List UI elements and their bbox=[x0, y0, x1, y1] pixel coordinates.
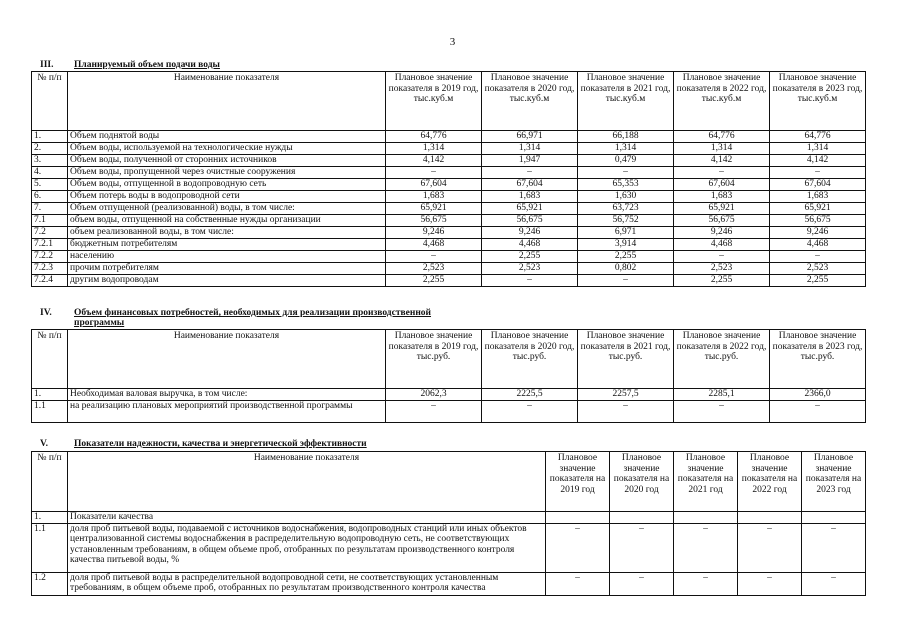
row-value-2021: 0,802 bbox=[578, 263, 674, 275]
table-row bbox=[32, 263, 866, 275]
row-value-2019: – bbox=[386, 167, 482, 179]
table-row bbox=[32, 167, 866, 179]
header-col-2022: Плановое значение показателя в 2022 год, тыс.руб. bbox=[674, 330, 770, 389]
row-value-2022: 9,246 bbox=[674, 227, 770, 239]
row-value-2019: 9,246 bbox=[386, 227, 482, 239]
header-col-2021: Плановое значение показателя на 2021 год bbox=[674, 452, 738, 512]
table-row bbox=[32, 155, 866, 167]
row-value-2023: – bbox=[770, 401, 866, 423]
row-value-2020: 4,468 bbox=[482, 239, 578, 251]
section-3-title: Планируемый объем подачи воды bbox=[74, 60, 220, 70]
row-number: 1.1 bbox=[32, 401, 68, 423]
row-value-2023: 67,604 bbox=[770, 179, 866, 191]
row-value-2022: 2,255 bbox=[674, 275, 770, 287]
row-name: Объем воды, полученной от сторонних источников bbox=[68, 155, 386, 167]
row-name: Объем поднятой воды bbox=[68, 131, 386, 143]
row-name: Объем воды, отпущенной в водопроводную сеть bbox=[68, 179, 386, 191]
row-value-2023: – bbox=[802, 523, 866, 572]
table-header-row bbox=[32, 72, 866, 131]
row-value-2022 bbox=[738, 512, 802, 524]
header-col-2019: Плановое значение показателя на 2019 год bbox=[546, 452, 610, 512]
table-row bbox=[32, 143, 866, 155]
row-number: 2. bbox=[32, 143, 68, 155]
table-row bbox=[32, 203, 866, 215]
row-value-2020: 2,255 bbox=[482, 251, 578, 263]
header-name: Наименование показателя bbox=[68, 452, 546, 512]
row-value-2022: 67,604 bbox=[674, 179, 770, 191]
row-value-2019: 1,314 bbox=[386, 143, 482, 155]
table-row bbox=[32, 191, 866, 203]
row-value-2021: – bbox=[674, 523, 738, 572]
row-number: 7.2.2 bbox=[32, 251, 68, 263]
row-value-2022: – bbox=[674, 167, 770, 179]
header-col-2020: Плановое значение показателя в 2020 год, тыс.куб.м bbox=[482, 72, 578, 131]
row-value-2020: 66,971 bbox=[482, 131, 578, 143]
table-row bbox=[32, 227, 866, 239]
row-value-2022: 56,675 bbox=[674, 215, 770, 227]
row-value-2021: 1,314 bbox=[578, 143, 674, 155]
row-value-2020: 2225,5 bbox=[482, 389, 578, 401]
row-number: 1. bbox=[32, 389, 68, 401]
row-value-2019: 67,604 bbox=[386, 179, 482, 191]
row-value-2021: 65,353 bbox=[578, 179, 674, 191]
row-value-2022: 65,921 bbox=[674, 203, 770, 215]
section-4-title-line2: программы bbox=[74, 318, 125, 328]
table-row bbox=[32, 512, 866, 524]
row-value-2022: 4,142 bbox=[674, 155, 770, 167]
section-5-title: Показатели надежности, качества и энергетической эффективности bbox=[74, 439, 367, 449]
row-value-2019: 56,675 bbox=[386, 215, 482, 227]
row-name: Необходимая валовая выручка, в том числе: bbox=[68, 389, 386, 401]
row-name: населению bbox=[68, 251, 386, 263]
row-value-2023: 2,523 bbox=[770, 263, 866, 275]
row-number: 1. bbox=[32, 131, 68, 143]
row-name: доля проб питьевой воды в распределительной водопроводной сети, не соответствующих установленным требованиям, в общем объеме проб, отобранных по результатам производственного контроля качества bbox=[68, 572, 546, 595]
row-name: Объем воды, используемой на технологические нужды bbox=[68, 143, 386, 155]
header-no: № п/п bbox=[32, 330, 68, 389]
row-value-2022: – bbox=[674, 401, 770, 423]
row-value-2022: 1,683 bbox=[674, 191, 770, 203]
row-value-2020: 1,947 bbox=[482, 155, 578, 167]
row-value-2021: 1,630 bbox=[578, 191, 674, 203]
row-name: объем реализованной воды, в том числе: bbox=[68, 227, 386, 239]
row-value-2021: 3,914 bbox=[578, 239, 674, 251]
row-value-2019: 2062,3 bbox=[386, 389, 482, 401]
row-value-2019: 2,255 bbox=[386, 275, 482, 287]
row-name: объем воды, отпущенной на собственные нужды организации bbox=[68, 215, 386, 227]
row-value-2021 bbox=[674, 512, 738, 524]
section-4-number: IV. bbox=[40, 308, 52, 318]
header-name: Наименование показателя bbox=[68, 72, 386, 131]
row-value-2020: – bbox=[482, 275, 578, 287]
table-row bbox=[32, 401, 866, 423]
row-value-2020: 56,675 bbox=[482, 215, 578, 227]
table-reliability-quality bbox=[31, 451, 866, 596]
row-name: Показатели качества bbox=[68, 512, 546, 524]
row-value-2020: 65,921 bbox=[482, 203, 578, 215]
section-3-number: III. bbox=[40, 60, 54, 70]
row-value-2019 bbox=[546, 512, 610, 524]
row-value-2022: 64,776 bbox=[674, 131, 770, 143]
row-number: 6. bbox=[32, 191, 68, 203]
row-value-2023: 2,255 bbox=[770, 275, 866, 287]
header-no: № п/п bbox=[32, 452, 68, 512]
table-financial-needs bbox=[31, 329, 866, 423]
row-name: на реализацию плановых мероприятий производственной программы bbox=[68, 401, 386, 423]
row-name: Объем отпущенной (реализованной) воды, в том числе: bbox=[68, 203, 386, 215]
row-number: 3. bbox=[32, 155, 68, 167]
header-col-2019: Плановое значение показателя в 2019 год, тыс.куб.м bbox=[386, 72, 482, 131]
row-value-2022: 2,523 bbox=[674, 263, 770, 275]
row-number: 1. bbox=[32, 512, 68, 524]
row-value-2019: – bbox=[546, 572, 610, 595]
row-value-2023: 56,675 bbox=[770, 215, 866, 227]
row-name: прочим потребителям bbox=[68, 263, 386, 275]
row-value-2023: – bbox=[802, 572, 866, 595]
row-value-2019: – bbox=[386, 251, 482, 263]
table-row bbox=[32, 239, 866, 251]
row-value-2022: 4,468 bbox=[674, 239, 770, 251]
header-name: Наименование показателя bbox=[68, 330, 386, 389]
row-name: Объем потерь воды в водопроводной сети bbox=[68, 191, 386, 203]
header-col-2022: Плановое значение показателя на 2022 год bbox=[738, 452, 802, 512]
row-value-2021: 2257,5 bbox=[578, 389, 674, 401]
row-value-2020: – bbox=[610, 572, 674, 595]
row-number: 5. bbox=[32, 179, 68, 191]
row-value-2020: – bbox=[482, 167, 578, 179]
header-col-2019: Плановое значение показателя в 2019 год, тыс.руб. bbox=[386, 330, 482, 389]
row-value-2023: 1,683 bbox=[770, 191, 866, 203]
row-value-2022: – bbox=[738, 523, 802, 572]
row-value-2020 bbox=[610, 512, 674, 524]
row-value-2019: 2,523 bbox=[386, 263, 482, 275]
row-value-2019: 64,776 bbox=[386, 131, 482, 143]
table-row bbox=[32, 389, 866, 401]
row-number: 7.2.1 bbox=[32, 239, 68, 251]
row-value-2023 bbox=[802, 512, 866, 524]
table-row bbox=[32, 215, 866, 227]
row-name: другим водопроводам bbox=[68, 275, 386, 287]
section-5-heading bbox=[40, 439, 367, 449]
row-value-2021: 0,479 bbox=[578, 155, 674, 167]
row-number: 7.2 bbox=[32, 227, 68, 239]
header-col-2020: Плановое значение показателя в 2020 год, тыс.руб. bbox=[482, 330, 578, 389]
row-number: 7.2.3 bbox=[32, 263, 68, 275]
header-col-2022: Плановое значение показателя в 2022 год, тыс.куб.м bbox=[674, 72, 770, 131]
row-number: 7.2.4 bbox=[32, 275, 68, 287]
table-row bbox=[32, 275, 866, 287]
row-value-2020: 1,683 bbox=[482, 191, 578, 203]
row-value-2023: – bbox=[770, 167, 866, 179]
row-value-2023: – bbox=[770, 251, 866, 263]
row-value-2020: 9,246 bbox=[482, 227, 578, 239]
table-row bbox=[32, 572, 866, 595]
row-number: 1.2 bbox=[32, 572, 68, 595]
row-value-2023: 1,314 bbox=[770, 143, 866, 155]
table-row bbox=[32, 523, 866, 572]
header-col-2023: Плановое значение показателя в 2023 год, тыс.руб. bbox=[770, 330, 866, 389]
header-col-2021: Плановое значение показателя в 2021 год, тыс.руб. bbox=[578, 330, 674, 389]
row-value-2021: – bbox=[578, 167, 674, 179]
row-value-2021: 6,971 bbox=[578, 227, 674, 239]
row-name: доля проб питьевой воды, подаваемой с источников водоснабжения, водопроводных станций или иных объектов централизованной системы водоснабжения в распределительную водопроводную сеть, не соответствующих установленным требованиям, в общем объеме проб, отобранных по результатам производственного контроля качества питьевой воды, % bbox=[68, 523, 546, 572]
table-header-row bbox=[32, 330, 866, 389]
row-value-2023: 9,246 bbox=[770, 227, 866, 239]
header-col-2020: Плановое значение показателя на 2020 год bbox=[610, 452, 674, 512]
row-value-2021: 66,188 bbox=[578, 131, 674, 143]
row-value-2019: 65,921 bbox=[386, 203, 482, 215]
row-value-2020: 1,314 bbox=[482, 143, 578, 155]
table-row bbox=[32, 131, 866, 143]
page-number: 3 bbox=[449, 36, 456, 48]
row-value-2021: 2,255 bbox=[578, 251, 674, 263]
row-value-2021: – bbox=[578, 401, 674, 423]
row-number: 7. bbox=[32, 203, 68, 215]
section-4-heading bbox=[40, 308, 431, 328]
row-name: Объем воды, пропущенной через очистные сооружения bbox=[68, 167, 386, 179]
row-value-2021: 56,752 bbox=[578, 215, 674, 227]
row-value-2020: 67,604 bbox=[482, 179, 578, 191]
row-value-2023: 4,142 bbox=[770, 155, 866, 167]
header-col-2023: Плановое значение показателя на 2023 год bbox=[802, 452, 866, 512]
row-value-2019: – bbox=[386, 401, 482, 423]
row-value-2023: 2366,0 bbox=[770, 389, 866, 401]
row-number: 7.1 bbox=[32, 215, 68, 227]
section-5-number: V. bbox=[40, 439, 49, 449]
row-value-2019: 4,468 bbox=[386, 239, 482, 251]
row-value-2020: 2,523 bbox=[482, 263, 578, 275]
row-value-2021: 63,723 bbox=[578, 203, 674, 215]
table-row bbox=[32, 251, 866, 263]
table-header-row bbox=[32, 452, 866, 512]
row-value-2019: 4,142 bbox=[386, 155, 482, 167]
row-value-2021: – bbox=[674, 572, 738, 595]
row-value-2023: 65,921 bbox=[770, 203, 866, 215]
row-value-2021: – bbox=[578, 275, 674, 287]
section-3-heading bbox=[40, 60, 220, 70]
row-value-2023: 4,468 bbox=[770, 239, 866, 251]
section-4-title-line1: Объем финансовых потребностей, необходимых для реализации производственной bbox=[74, 308, 432, 318]
row-value-2022: 1,314 bbox=[674, 143, 770, 155]
row-value-2022: – bbox=[738, 572, 802, 595]
row-number: 1.1 bbox=[32, 523, 68, 572]
row-value-2022: 2285,1 bbox=[674, 389, 770, 401]
row-value-2023: 64,776 bbox=[770, 131, 866, 143]
header-no: № п/п bbox=[32, 72, 68, 131]
row-value-2020: – bbox=[482, 401, 578, 423]
row-value-2019: – bbox=[546, 523, 610, 572]
header-col-2021: Плановое значение показателя в 2021 год, тыс.куб.м bbox=[578, 72, 674, 131]
header-col-2023: Плановое значение показателя в 2023 год, тыс.куб.м bbox=[770, 72, 866, 131]
row-value-2020: – bbox=[610, 523, 674, 572]
row-number: 4. bbox=[32, 167, 68, 179]
table-row bbox=[32, 179, 866, 191]
row-name: бюджетным потребителям bbox=[68, 239, 386, 251]
row-value-2022: – bbox=[674, 251, 770, 263]
row-value-2019: 1,683 bbox=[386, 191, 482, 203]
table-planned-water-supply bbox=[31, 71, 866, 287]
